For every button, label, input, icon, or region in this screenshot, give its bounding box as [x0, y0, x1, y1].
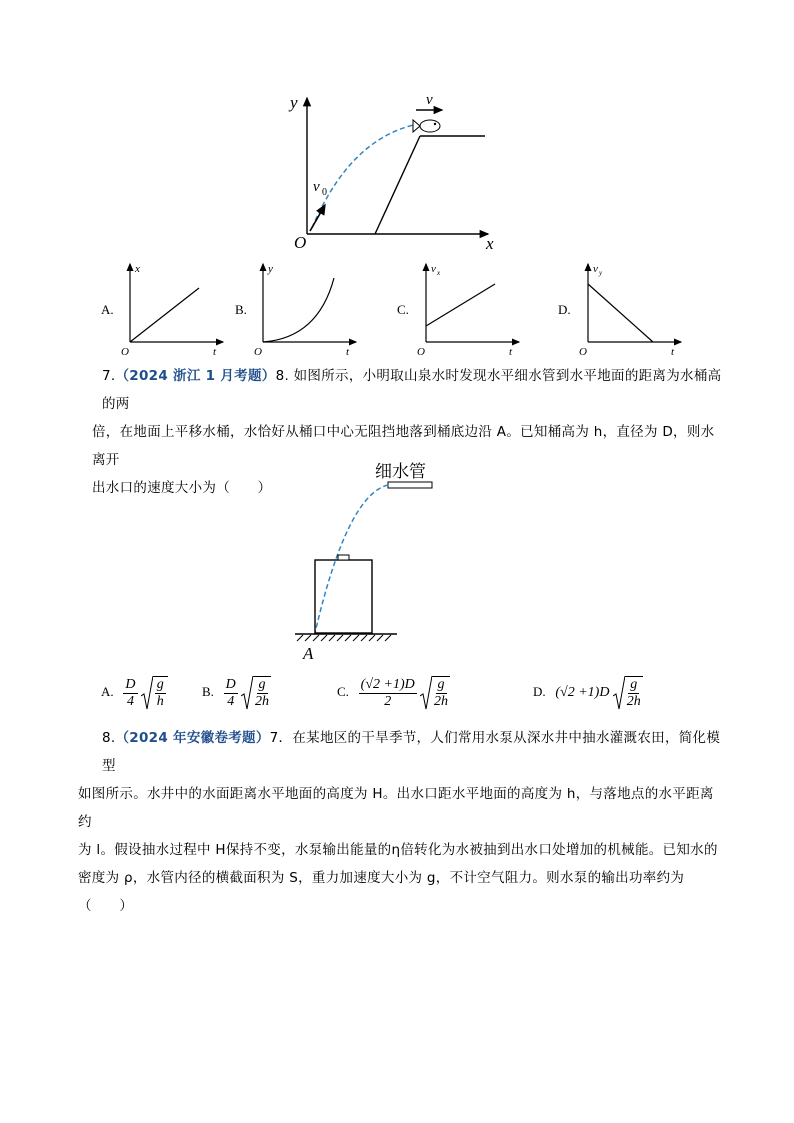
q8-line2: 如图所示。水井中的水面距离水平地面的高度为 H。出水口距水平地面的高度为 h，与落地点的水平距离约 [78, 786, 714, 830]
x-axis-label: x [486, 234, 494, 253]
svg-text:v: v [431, 263, 436, 275]
graph-c[interactable] [411, 258, 531, 358]
option-c[interactable]: C. $\frac{(√2 +1)D}{2}$ $\frac{g}{2h}$ [337, 676, 448, 709]
v-label: v [426, 92, 433, 108]
graph-b-letter: B. [235, 302, 247, 317]
svg-text:y: y [268, 263, 273, 275]
option-d[interactable]: D. (√2 +1)D $\frac{g}{2h}$ [533, 677, 641, 709]
svg-text:t: t [509, 346, 513, 358]
q7-tag: （2024 浙江 1 月考题） [115, 368, 276, 384]
q7-number: 7. [102, 368, 116, 384]
q8-line3: 为 l。假设抽水过程中 H保持不变，水泵输出能量的η倍转化为水被抽到出水口处增加的机械能。已知水的 [78, 842, 718, 858]
option-a[interactable]: A. $\frac{D}{4}$ $\frac{g}{h}$ [101, 676, 168, 710]
svg-text:O: O [579, 346, 587, 358]
point-a-label: A [303, 644, 314, 663]
graph-d-line [588, 284, 653, 342]
svg-text:x: x [135, 263, 140, 275]
bucket-mouth [338, 555, 349, 560]
bucket [315, 560, 372, 633]
origin-label: O [294, 233, 307, 252]
graph-c-letter: C. [397, 302, 409, 317]
svg-text:O: O [121, 346, 129, 358]
q8-line1: 7．在某地区的干旱季节，人们常用水泵从深水井中抽水灌溉农田，简化模型 [102, 730, 721, 774]
y-axis-label: y [290, 93, 298, 112]
graph-d-letter: D. [558, 302, 571, 317]
q7-line3: 出水口的速度大小为（ ） [92, 480, 272, 496]
water-stream [315, 485, 388, 633]
graph-b[interactable] [248, 258, 368, 358]
svg-text:v: v [593, 263, 598, 275]
v0-label: v [313, 179, 320, 195]
slope-line [375, 136, 420, 234]
v0-sub: 0 [322, 187, 327, 198]
svg-text:O: O [254, 346, 262, 358]
svg-text:t: t [213, 346, 217, 358]
svg-text:t: t [671, 346, 675, 358]
svg-text:x: x [437, 269, 441, 277]
v0-arrow [310, 205, 325, 231]
svg-text:t: t [346, 346, 350, 358]
q7-line2: 倍，在地面上平移水桶，水恰好从桶口中心无阻挡地落到桶底边沿 A。已知桶高为 h，直径为 D，则水离开 [92, 424, 715, 468]
graph-b-curve [263, 278, 334, 342]
graph-d[interactable] [573, 258, 693, 358]
pipe [388, 482, 432, 488]
ground-hatch [297, 635, 391, 641]
q8-tag: （2024 年安徽卷考题） [115, 730, 270, 746]
graph-a-line [130, 288, 199, 342]
pipe-label: 细水管 [375, 462, 426, 481]
fish-icon [413, 120, 440, 132]
graph-a-letter: A. [101, 302, 114, 317]
question-8 [78, 724, 722, 920]
bucket-figure [285, 455, 465, 665]
graph-a[interactable] [115, 258, 235, 358]
svg-text:O: O [417, 346, 425, 358]
trajectory-figure [270, 88, 510, 253]
q8-line4: 密度为 ρ，水管内径的横截面积为 S，重力加速度大小为 g，不计空气阻力。则水泵的输出功率约为 [78, 870, 685, 886]
q8-line5: （ ） [78, 898, 134, 914]
graph-c-line [426, 284, 495, 326]
option-b[interactable]: B. $\frac{D}{4}$ $\frac{g}{2h}$ [202, 676, 270, 709]
q7-line1: 8. 如图所示，小明取山泉水时发现水平细水管到水平地面的距离为水桶高的两 [102, 368, 722, 412]
svg-text:y: y [599, 269, 603, 277]
q8-number: 8. [102, 730, 116, 746]
